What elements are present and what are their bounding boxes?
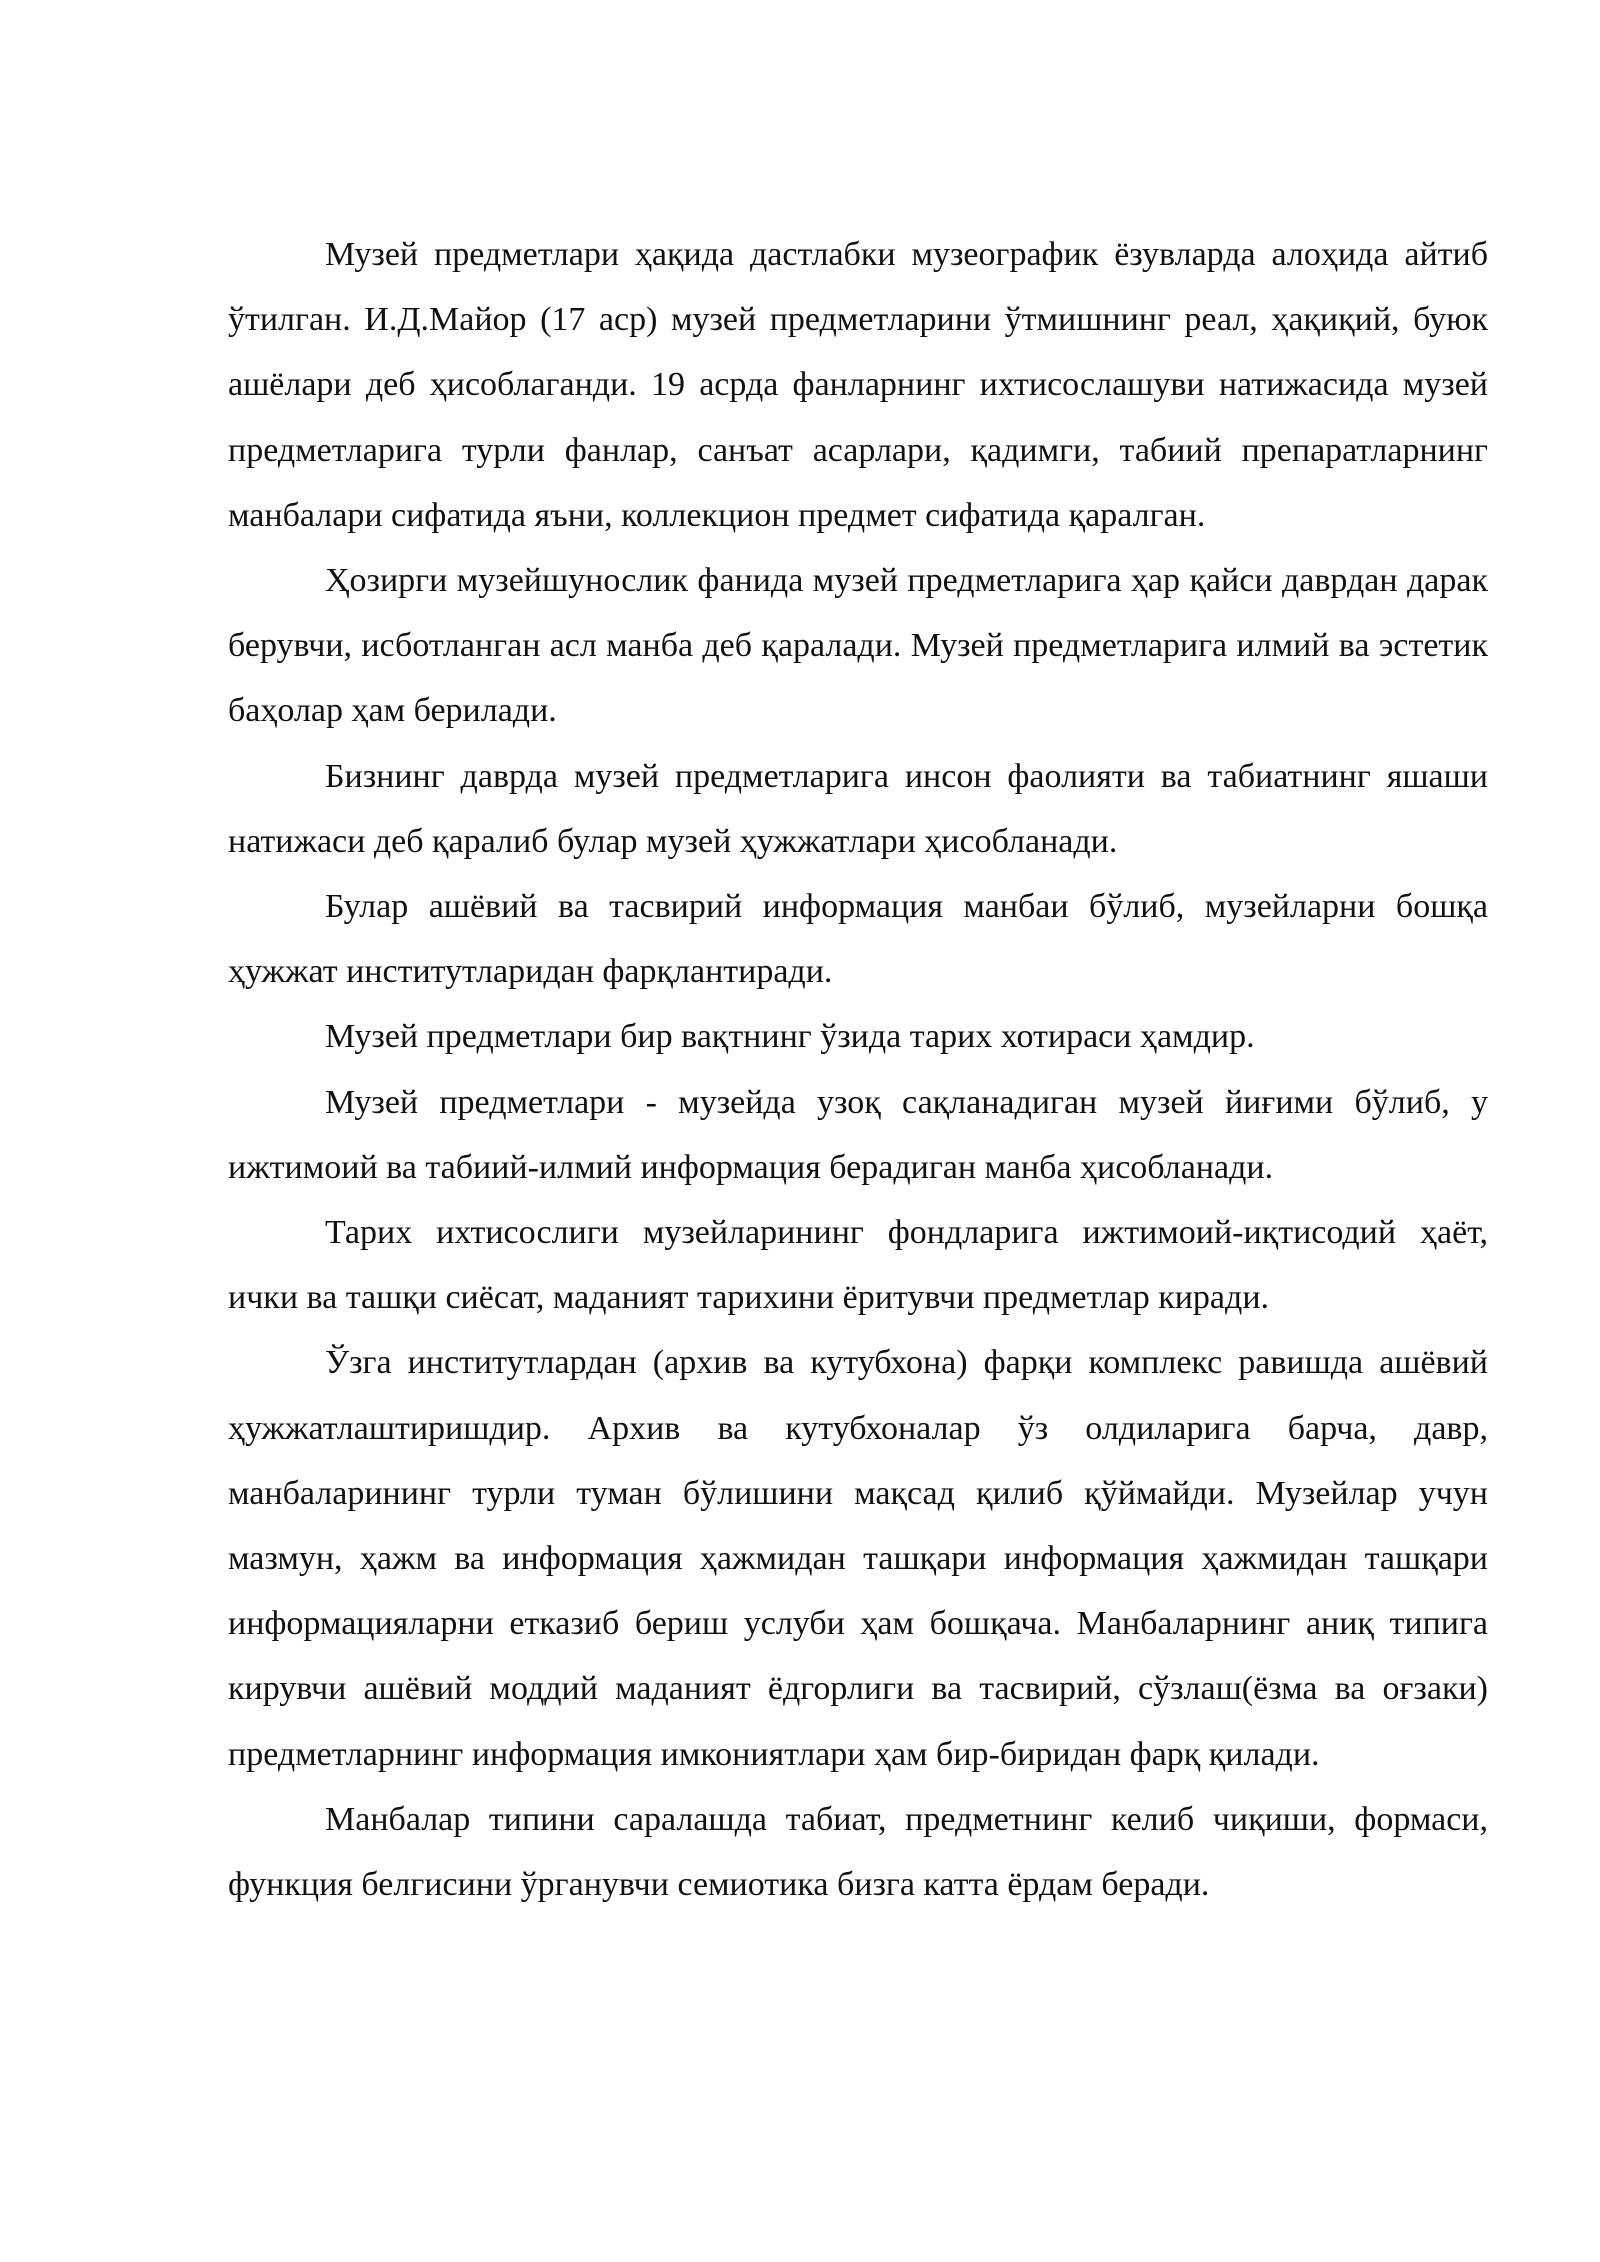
paragraph: Бизнинг даврда музей предметларига инсон фаолияти ва табиатнинг яшаши натижаси деб қаралиб булар музей ҳужжатлари ҳисобланади. — [228, 757, 1488, 860]
paragraph: Ўзга институтлардан (архив ва кутубхона) фарқи комплекс равишда ашёвий ҳужжатлаштиришдир. Архив ва кутубхоналар ўз олдиларига барча, давр, манбаларининг турли туман бўлишини мақсад қилиб қўймайди. Музейлар учун мазмун, ҳажм ва информация ҳажмидан ташқари информация ҳажмидан ташқари информацияларни етказиб бериш услуби ҳам бошқача. Манбаларнинг аниқ типига кирувчи ашёвий моддий маданият ёдгорлиги ва тасвирий, сўзлаш(ёзма ва оғзаки) предметларнинг информация имкониятлари ҳам бир-биридан фарқ қилади. — [228, 1344, 1488, 1773]
paragraph: Тарих ихтисослиги музейларининг фондларига ижтимоий-иқтисодий ҳаёт, ички ва ташқи сиёсат, маданият тарихини ёритувчи предметлар киради. — [228, 1214, 1488, 1317]
paragraph: Музей предметлари бир вақтнинг ўзида тарих хотираси ҳамдир. — [325, 1018, 1255, 1056]
document-body — [228, 222, 1488, 1917]
paragraph: Манбалар типини саралашда табиат, предметнинг келиб чиқиши, формаси, функция белгисини ўрганувчи семиотика бизга катта ёрдам беради. — [228, 1800, 1488, 1904]
paragraph: Булар ашёвий ва тасвирий информация манбаи бўлиб, музейларни бошқа ҳужжат институтларидан фарқлантиради. — [228, 888, 1488, 991]
paragraph: Музей предметлари ҳақида дастлабки музеографик ёзувларда алоҳида айтиб ўтилган. И.Д.Майор (17 аср) музей предметларини ўтмишнинг реал, ҳақиқий, буюк ашёлари деб ҳисоблаганди. 19 асрда фанларнинг ихтисослашуви натижасида музей предметларига турли фанлар, санъат асарлари, қадимги, табиий препаратларнинг манбалари сифатида яъни, коллекцион предмет сифатида қаралган. — [228, 236, 1488, 534]
paragraph: Ҳозирги музейшунослик фанида музей предметларига ҳар қайси даврдан дарак берувчи, исботланган асл манба деб қаралади. Музей предметларига илмий ва эстетик баҳолар ҳам берилади. — [228, 562, 1488, 730]
paragraph: Музей предметлари - музейда узоқ сақланадиган музей йиғими бўлиб, у ижтимоий ва табиий-илмий информация берадиган манба ҳисобланади. — [228, 1083, 1488, 1186]
